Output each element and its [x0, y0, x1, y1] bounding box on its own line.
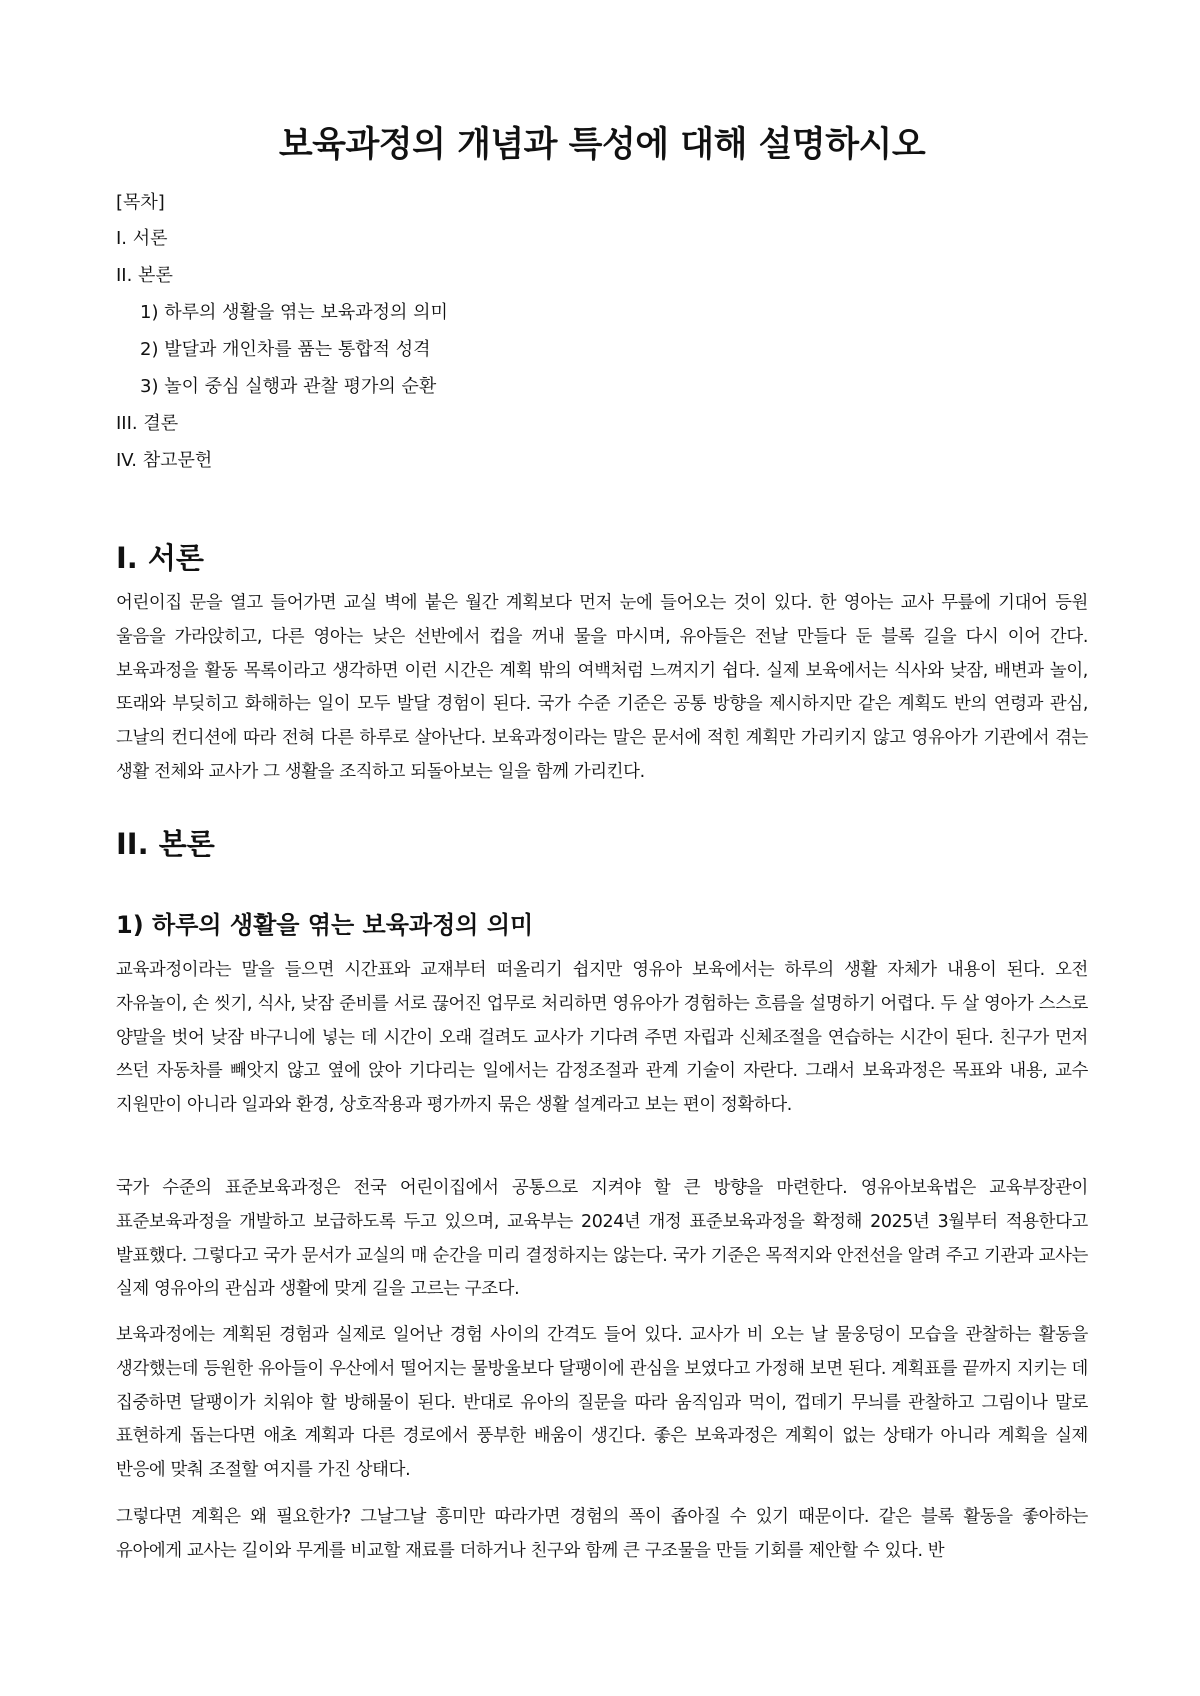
- body-paragraph: 국가 수준의 표준보육과정은 전국 어린이집에서 공통으로 지켜야 할 큰 방향을 마련한다. 영유아보육법은 교육부장관이 표준보육과정을 개발하고 보급하도록 두고 있으며, 교육부는 2024년 개정 표준보육과정을 확정해 2025년 3월부터 적용한다고 발표했다. 그렇다고 국가 문서가 교실의 매 순간을 미리 결정하지는 않는다. 국가 기준은 목적지와 안전선을 알려 주고 기관과 교사는 실제 영유아의 관심과 생활에 맞게 길을 고르는 구조다.: [116, 1178, 1088, 1300]
- toc-item-body-3: 3) 놀이 중심 실행과 관찰 평가의 순환: [140, 376, 437, 397]
- toc-heading: [목차]: [116, 192, 165, 213]
- toc-item-conclusion: III. 결론: [116, 413, 179, 434]
- intro-paragraph: 어린이집 문을 열고 들어가면 교실 벽에 붙은 월간 계획보다 먼저 눈에 들어오는 것이 있다. 한 영아는 교사 무릎에 기대어 등원 울음을 가라앉히고, 다른 영아는 낮은 선반에서 컵을 꺼내 물을 마시며, 유아들은 전날 만들다 둔 블록 길을 다시 이어 간다. 보육과정을 활동 목록이라고 생각하면 이런 시간은 계획 밖의 여백처럼 느껴지기 쉽다. 실제 보육에서는 식사와 낮잠, 배변과 놀이, 또래와 부딪히고 화해하는 일이 모두 발달 경험이 된다. 국가 수준 기준은 공통 방향을 제시하지만 같은 계획도 반의 연령과 관심, 그날의 컨디션에 따라 전혀 다른 하루로 살아난다. 보육과정이라는 말은 문서에 적힌 계획만 가리키지 않고 영유아가 기관에서 겪는 생활 전체와 교사가 그 생활을 조직하고 되돌아보는 일을 함께 가리킨다.: [116, 593, 1088, 782]
- toc-item-body-1: 1) 하루의 생활을 엮는 보육과정의 의미: [140, 302, 448, 323]
- section-heading-body: II. 본론: [116, 827, 215, 861]
- toc-item-references: IV. 참고문헌: [116, 450, 213, 471]
- body-paragraph: 그렇다면 계획은 왜 필요한가? 그날그날 흥미만 따라가면 경험의 폭이 좁아질 수 있기 때문이다. 같은 블록 활동을 좋아하는 유아에게 교사는 길이와 무게를 비교할 재료를 더하거나 친구와 함께 큰 구조물을 만들 기회를 제안할 수 있다. 반: [116, 1507, 1088, 1561]
- body-paragraph: 보육과정에는 계획된 경험과 실제로 일어난 경험 사이의 간격도 들어 있다. 교사가 비 오는 날 물웅덩이 모습을 관찰하는 활동을 생각했는데 등원한 유아들이 우산에서 떨어지는 물방울보다 달팽이에 관심을 보였다고 가정해 보면 된다. 계획표를 끝까지 지키는 데 집중하면 달팽이가 치워야 할 방해물이 된다. 반대로 유아의 질문을 따라 움직임과 먹이, 껍데기 무늬를 관찰하고 그림이나 말로 표현하게 돕는다면 애초 계획과 다른 경로에서 풍부한 배움이 생긴다. 좋은 보육과정은 계획이 없는 상태가 아니라 계획을 실제 반응에 맞춰 조절할 여지를 가진 상태다.: [116, 1325, 1088, 1481]
- body-paragraph: 교육과정이라는 말을 들으면 시간표와 교재부터 떠올리기 쉽지만 영유아 보육에서는 하루의 생활 자체가 내용이 된다. 오전 자유놀이, 손 씻기, 식사, 낮잠 준비를 서로 끊어진 업무로 처리하면 영유아가 경험하는 흐름을 설명하기 어렵다. 두 살 영아가 스스로 양말을 벗어 낮잠 바구니에 넣는 데 시간이 오래 걸려도 교사가 기다려 주면 자립과 신체조절을 연습하는 시간이 된다. 친구가 먼저 쓰던 자동차를 빼앗지 않고 옆에 앉아 기다리는 일에서는 감정조절과 관계 기술이 자란다. 그래서 보육과정은 목표와 내용, 교수 지원만이 아니라 일과와 환경, 상호작용과 평가까지 묶은 생활 설계라고 보는 편이 정확하다.: [116, 960, 1088, 1116]
- section-heading-intro: I. 서론: [116, 541, 204, 575]
- toc-item-body-2: 2) 발달과 개인차를 품는 통합적 성격: [140, 339, 431, 360]
- subsection-heading-1: 1) 하루의 생활을 엮는 보육과정의 의미: [116, 911, 534, 939]
- toc-item-intro: I. 서론: [116, 228, 168, 249]
- document-title: 보육과정의 개념과 특성에 대해 설명하시오: [278, 125, 926, 165]
- toc-item-body: II. 본론: [116, 265, 173, 286]
